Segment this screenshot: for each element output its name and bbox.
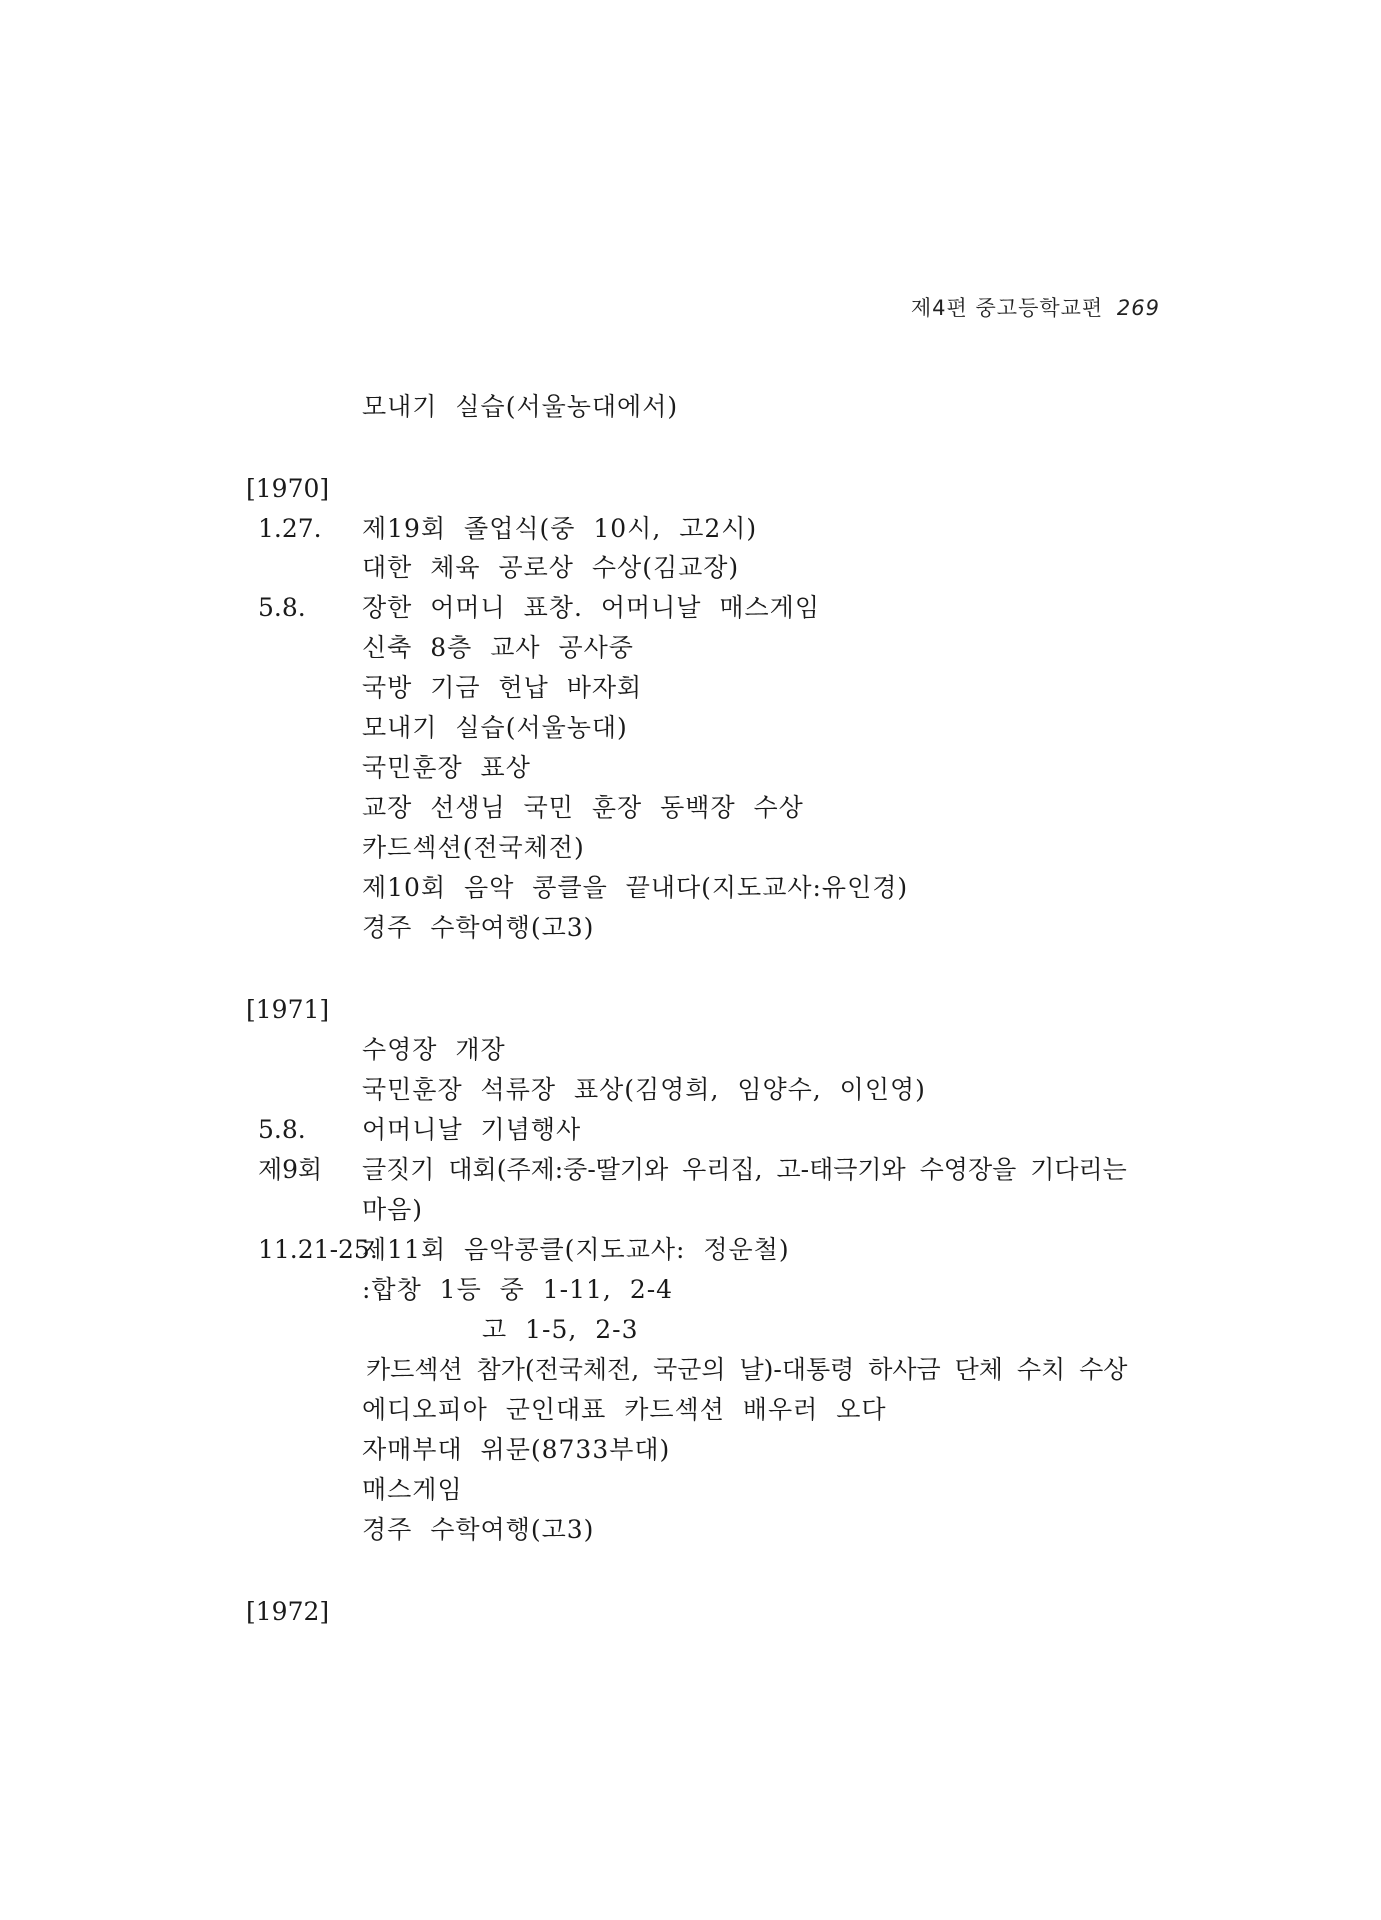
entry-text: 카드섹션 참가(전국체전, 국군의 날)-대통령 하사금 단체 수치 수상 — [366, 1355, 1128, 1384]
entry-text: 국방 기금 헌납 바자회 — [362, 673, 643, 702]
entry-text: 수영장 개장 — [362, 1035, 506, 1064]
entry-text: 국민훈장 석류장 표상(김영희, 임양수, 이인영) — [362, 1075, 926, 1104]
entry-text: 글짓기 대회(주제:중-딸기와 우리집, 고-태극기와 수영장을 기다리는 — [362, 1155, 1127, 1184]
running-head — [911, 292, 1160, 322]
entry-date: 1.27. — [258, 514, 322, 543]
entry-text: 국민훈장 표상 — [362, 753, 531, 782]
entry-date: 5.8. — [258, 1115, 306, 1144]
entry-date: 5.8. — [258, 593, 306, 622]
entry-text: 에디오피아 군인대표 카드섹션 배우러 오다 — [362, 1395, 887, 1424]
intro-line: 모내기 실습(서울농대에서) — [362, 392, 679, 421]
entry-text: 매스게임 — [362, 1475, 463, 1504]
section-title: 제4편 중고등학교편 — [910, 296, 1104, 320]
entry-text: 마음) — [362, 1195, 424, 1224]
entry-text: 제11회 음악콩클(지도교사: 정운철) — [362, 1235, 790, 1264]
entry-text: 경주 수학여행(고3) — [362, 913, 595, 942]
year-heading-1970: [1970] — [246, 474, 330, 503]
entry-text: 장한 어머니 표창. 어머니날 매스게임 — [362, 593, 820, 622]
entry-text: 모내기 실습(서울농대) — [362, 713, 628, 742]
entry-text: :합창 1등 중 1-11, 2-4 — [362, 1275, 674, 1304]
entry-date: 제9회 — [258, 1155, 323, 1184]
entry-text: 제19회 졸업식(중 10시, 고2시) — [362, 514, 758, 543]
entry-text: 고 1-5, 2-3 — [482, 1315, 639, 1344]
entry-text: 교장 선생님 국민 훈장 동백장 수상 — [362, 793, 804, 822]
year-heading-1971: [1971] — [246, 995, 330, 1024]
entry-text: 대한 체육 공로상 수상(김교장) — [362, 553, 740, 582]
entry-date: 11.21-25. — [258, 1235, 378, 1264]
entry-text: 경주 수학여행(고3) — [362, 1515, 595, 1544]
entry-text: 제10회 음악 콩클을 끝내다(지도교사:유인경) — [362, 873, 909, 902]
entry-text: 자매부대 위문(8733부대) — [362, 1435, 671, 1464]
page-number: 269 — [1116, 296, 1160, 320]
year-heading-1972: [1972] — [246, 1597, 330, 1626]
entry-text: 신축 8층 교사 공사중 — [362, 633, 634, 662]
entry-text: 어머니날 기념행사 — [362, 1115, 582, 1144]
entry-text: 카드섹션(전국체전) — [362, 833, 585, 862]
